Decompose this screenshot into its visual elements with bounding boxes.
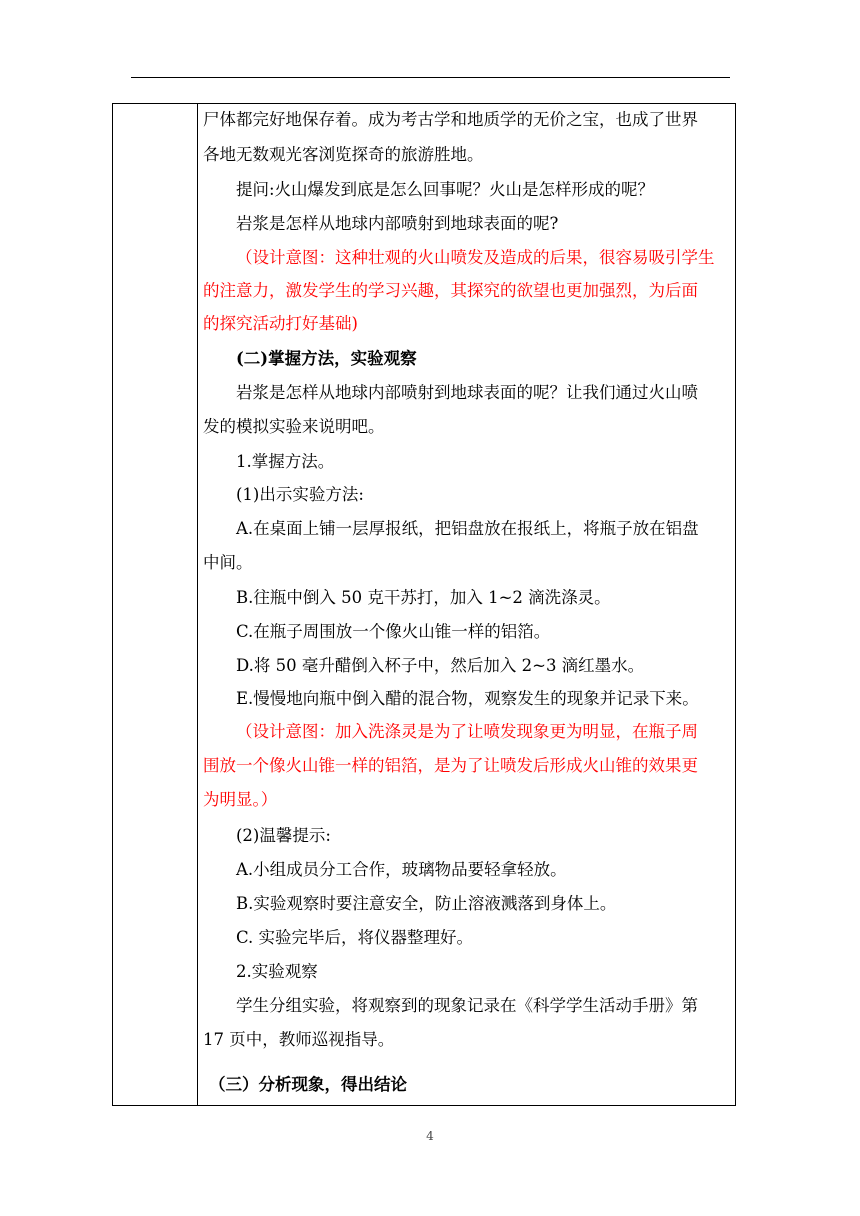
design-intent-line: 的注意力，激发学生的学习兴趣，其探究的欲望也更加强烈，为后面 <box>203 281 698 300</box>
text-line: C. 实验完毕后，将仪器整理好。 <box>236 928 474 947</box>
text-line: 提问:火山爆发到底是怎么回事呢？火山是怎样形成的呢？ <box>236 180 655 199</box>
text-line: (2)温馨提示: <box>236 826 331 845</box>
design-intent-line: （设计意图：这种壮观的火山喷发及造成的后果，很容易吸引学生 <box>236 248 715 267</box>
text-line: A.在桌面上铺一层厚报纸，把铝盘放在报纸上，将瓶子放在铝盘 <box>236 519 699 538</box>
header-rule <box>131 77 730 78</box>
page-number: 4 <box>426 1129 434 1143</box>
text-line: 岩浆是怎样从地球内部喷射到地球表面的呢？让我们通过火山喷 <box>236 383 698 402</box>
design-intent-line: 的探究活动打好基础) <box>203 314 358 333</box>
text-line: B.往瓶中倒入 50 克干苏打，加入 1~2 滴洗涤灵。 <box>236 588 611 607</box>
text-line: 尸体都完好地保存着。成为考古学和地质学的无价之宝，也成了世界 <box>203 110 698 129</box>
text-line: B.实验观察时要注意安全，防止溶液溅落到身体上。 <box>236 894 617 913</box>
text-line: 中间。 <box>203 553 253 572</box>
section-heading: (二)掌握方法，实验观察 <box>236 349 417 368</box>
text-line: D.将 50 毫升醋倒入杯子中，然后加入 2~3 滴红墨水。 <box>236 656 645 675</box>
column-divider <box>197 104 198 1105</box>
text-line: 1.掌握方法。 <box>236 452 335 471</box>
design-intent-line: （设计意图：加入洗涤灵是为了让喷发现象更为明显，在瓶子周 <box>236 722 698 741</box>
text-line: C.在瓶子周围放一个像火山锥一样的铝箔。 <box>236 622 551 641</box>
text-line: 岩浆是怎样从地球内部喷射到地球表面的呢? <box>236 214 559 233</box>
text-line: 2.实验观察 <box>236 962 318 981</box>
design-intent-line: 围放一个像火山锥一样的铝箔，是为了让喷发后形成火山锥的效果更 <box>203 756 698 775</box>
text-line: 各地无数观光客浏览探奇的旅游胜地。 <box>203 145 484 164</box>
section-heading: （三）分析现象，得出结论 <box>209 1075 407 1094</box>
design-intent-line: 为明显。） <box>203 790 278 809</box>
text-line: 发的模拟实验来说明吧。 <box>203 417 385 436</box>
text-line: A.小组成员分工合作，玻璃物品要轻拿轻放。 <box>236 860 567 879</box>
text-line: E.慢慢地向瓶中倒入醋的混合物，观察发生的现象并记录下来。 <box>236 689 699 708</box>
text-line: 学生分组实验，将观察到的现象记录在《科学学生活动手册》第 <box>236 996 698 1015</box>
text-line: 17 页中，教师巡视指导。 <box>203 1030 395 1049</box>
lesson-table <box>112 103 736 1106</box>
text-line: (1)出示实验方法: <box>236 485 364 504</box>
